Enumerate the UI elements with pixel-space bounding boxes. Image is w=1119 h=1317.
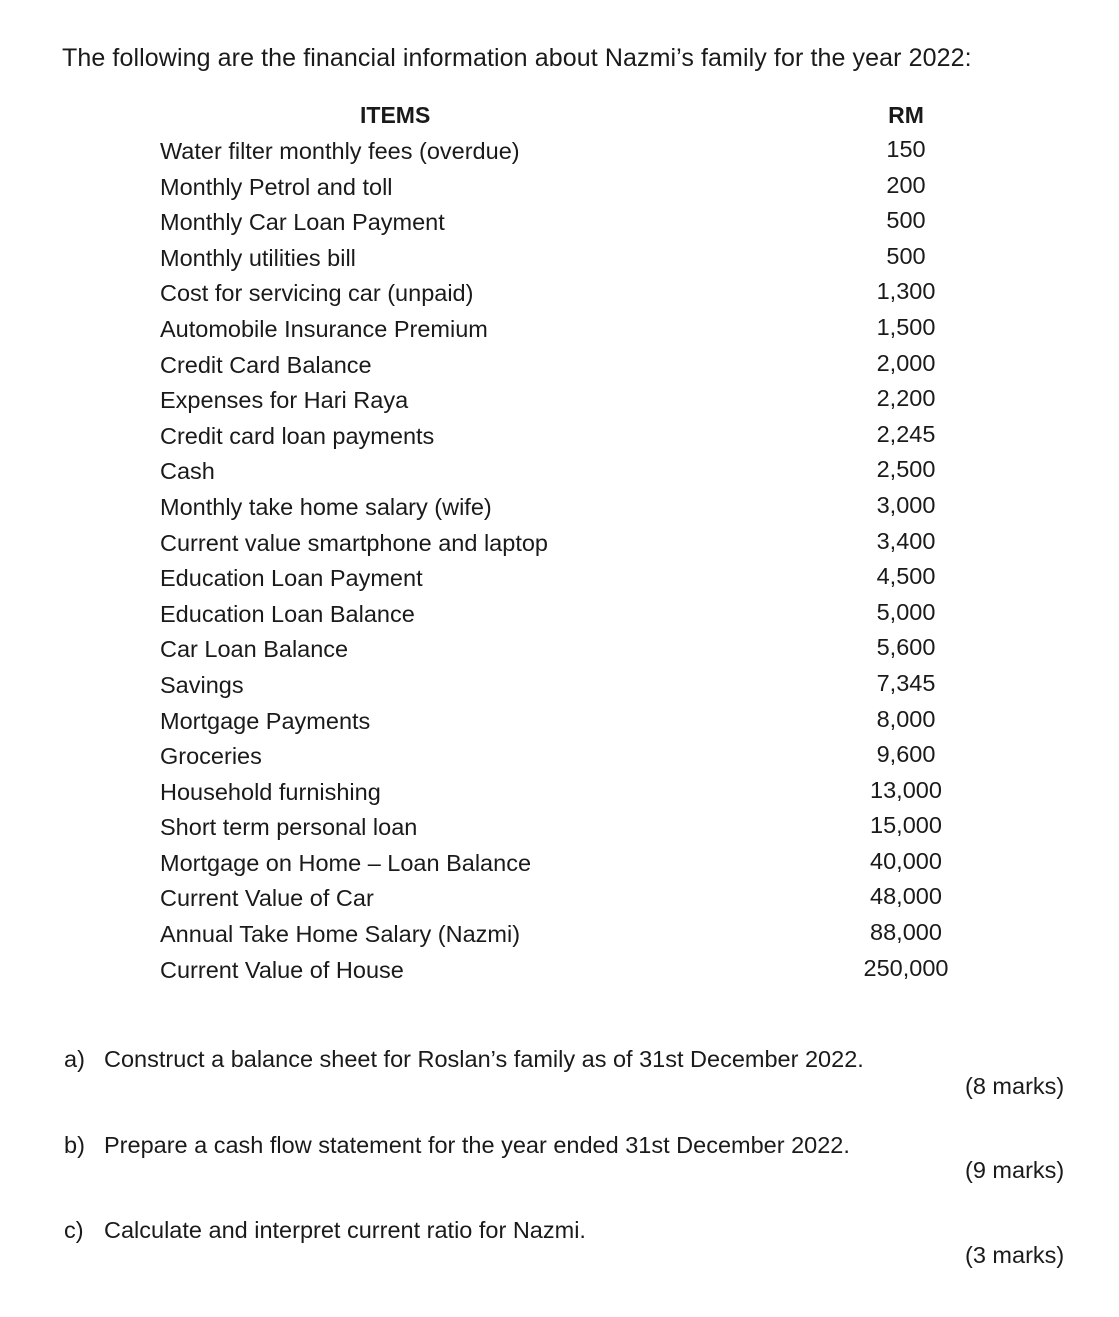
item-label: Mortgage Payments (160, 707, 371, 734)
item-amount: 2,200 (876, 385, 936, 412)
question-text: Construct a balance sheet for Roslan’s family as of 31st December 2022. (104, 1046, 864, 1072)
item-amount: 5,000 (876, 598, 936, 625)
item-label: Current value smartphone and laptop (160, 529, 548, 556)
item-amount: 15,000 (870, 812, 942, 839)
table-row (160, 241, 960, 277)
table-row (160, 312, 960, 348)
table-row (160, 953, 960, 989)
table-row (160, 205, 960, 241)
item-label: Monthly take home salary (wife) (160, 493, 492, 520)
item-label: Education Loan Balance (160, 600, 415, 627)
item-label: Current Value of Car (160, 885, 374, 912)
table-row (160, 454, 960, 490)
table-row (160, 739, 960, 775)
item-amount: 1,300 (876, 278, 936, 305)
item-amount: 40,000 (870, 847, 942, 874)
item-amount: 250,000 (863, 954, 949, 981)
item-label: Groceries (160, 743, 262, 770)
table-row (160, 561, 960, 597)
item-amount: 48,000 (870, 883, 942, 910)
question-b (64, 1132, 850, 1159)
table-row (160, 810, 960, 846)
table-row (160, 134, 960, 170)
question-c-marks: (3 marks) (965, 1242, 1065, 1268)
item-amount: 5,600 (876, 634, 936, 661)
item-amount: 3,400 (876, 527, 936, 554)
table-row (160, 597, 960, 633)
item-label: Automobile Insurance Premium (160, 315, 488, 342)
item-amount: 2,500 (876, 456, 936, 483)
item-amount: 88,000 (870, 919, 942, 946)
question-c (64, 1217, 586, 1244)
table-body (160, 134, 960, 988)
table-header (160, 98, 960, 134)
table-row (160, 775, 960, 811)
item-label: Household furnishing (160, 778, 381, 805)
item-amount: 8,000 (876, 705, 936, 732)
item-label: Credit Card Balance (160, 351, 372, 378)
rm-column-header: RM (888, 102, 924, 128)
table-row (160, 348, 960, 384)
item-amount: 2,000 (876, 349, 936, 376)
question-text: Prepare a cash flow statement for the year ended 31st December 2022. (104, 1132, 850, 1158)
item-label: Expenses for Hari Raya (160, 387, 409, 414)
item-label: Annual Take Home Salary (Nazmi) (160, 921, 521, 948)
item-amount: 500 (886, 242, 926, 269)
item-label: Current Value of House (160, 956, 404, 983)
table-row (160, 668, 960, 704)
intro-text: The following are the financial information about Nazmi’s family for the year 2022: (62, 44, 972, 72)
item-label: Mortgage on Home – Loan Balance (160, 849, 532, 876)
question-letter: b) (64, 1132, 85, 1158)
item-amount: 500 (886, 207, 926, 234)
item-label: Cash (160, 458, 215, 485)
question-a (64, 1046, 864, 1073)
item-label: Monthly utilities bill (160, 244, 356, 271)
question-letter: c) (64, 1217, 84, 1243)
question-letter: a) (64, 1046, 85, 1072)
item-label: Water filter monthly fees (overdue) (160, 138, 520, 164)
table-row (160, 917, 960, 953)
item-label: Savings (160, 671, 244, 698)
item-label: Education Loan Payment (160, 565, 423, 592)
item-amount: 200 (886, 171, 926, 198)
question-b-marks: (9 marks) (965, 1157, 1065, 1183)
financial-items-table (160, 98, 960, 988)
item-label: Monthly Petrol and toll (160, 173, 393, 200)
item-amount: 1,500 (876, 313, 936, 340)
item-label: Credit card loan payments (160, 422, 435, 449)
item-amount: 9,600 (876, 741, 936, 768)
item-label: Car Loan Balance (160, 636, 349, 663)
item-amount: 2,245 (876, 420, 936, 447)
table-row (160, 419, 960, 455)
item-amount: 4,500 (876, 563, 936, 590)
items-column-header: ITEMS (360, 102, 431, 128)
table-row (160, 881, 960, 917)
table-row (160, 526, 960, 562)
item-amount: 7,345 (876, 669, 936, 696)
table-row (160, 170, 960, 206)
table-row (160, 704, 960, 740)
item-amount: 150 (886, 136, 926, 162)
item-label: Cost for servicing car (unpaid) (160, 280, 474, 307)
table-row (160, 276, 960, 312)
item-amount: 3,000 (876, 491, 936, 518)
question-text: Calculate and interpret current ratio for Nazmi. (104, 1217, 586, 1243)
table-row (160, 846, 960, 882)
item-amount: 13,000 (870, 776, 942, 803)
question-a-marks: (8 marks) (965, 1073, 1065, 1099)
table-row (160, 383, 960, 419)
item-label: Short term personal loan (160, 814, 418, 841)
table-row (160, 490, 960, 526)
table-row (160, 632, 960, 668)
item-label: Monthly Car Loan Payment (160, 209, 445, 236)
